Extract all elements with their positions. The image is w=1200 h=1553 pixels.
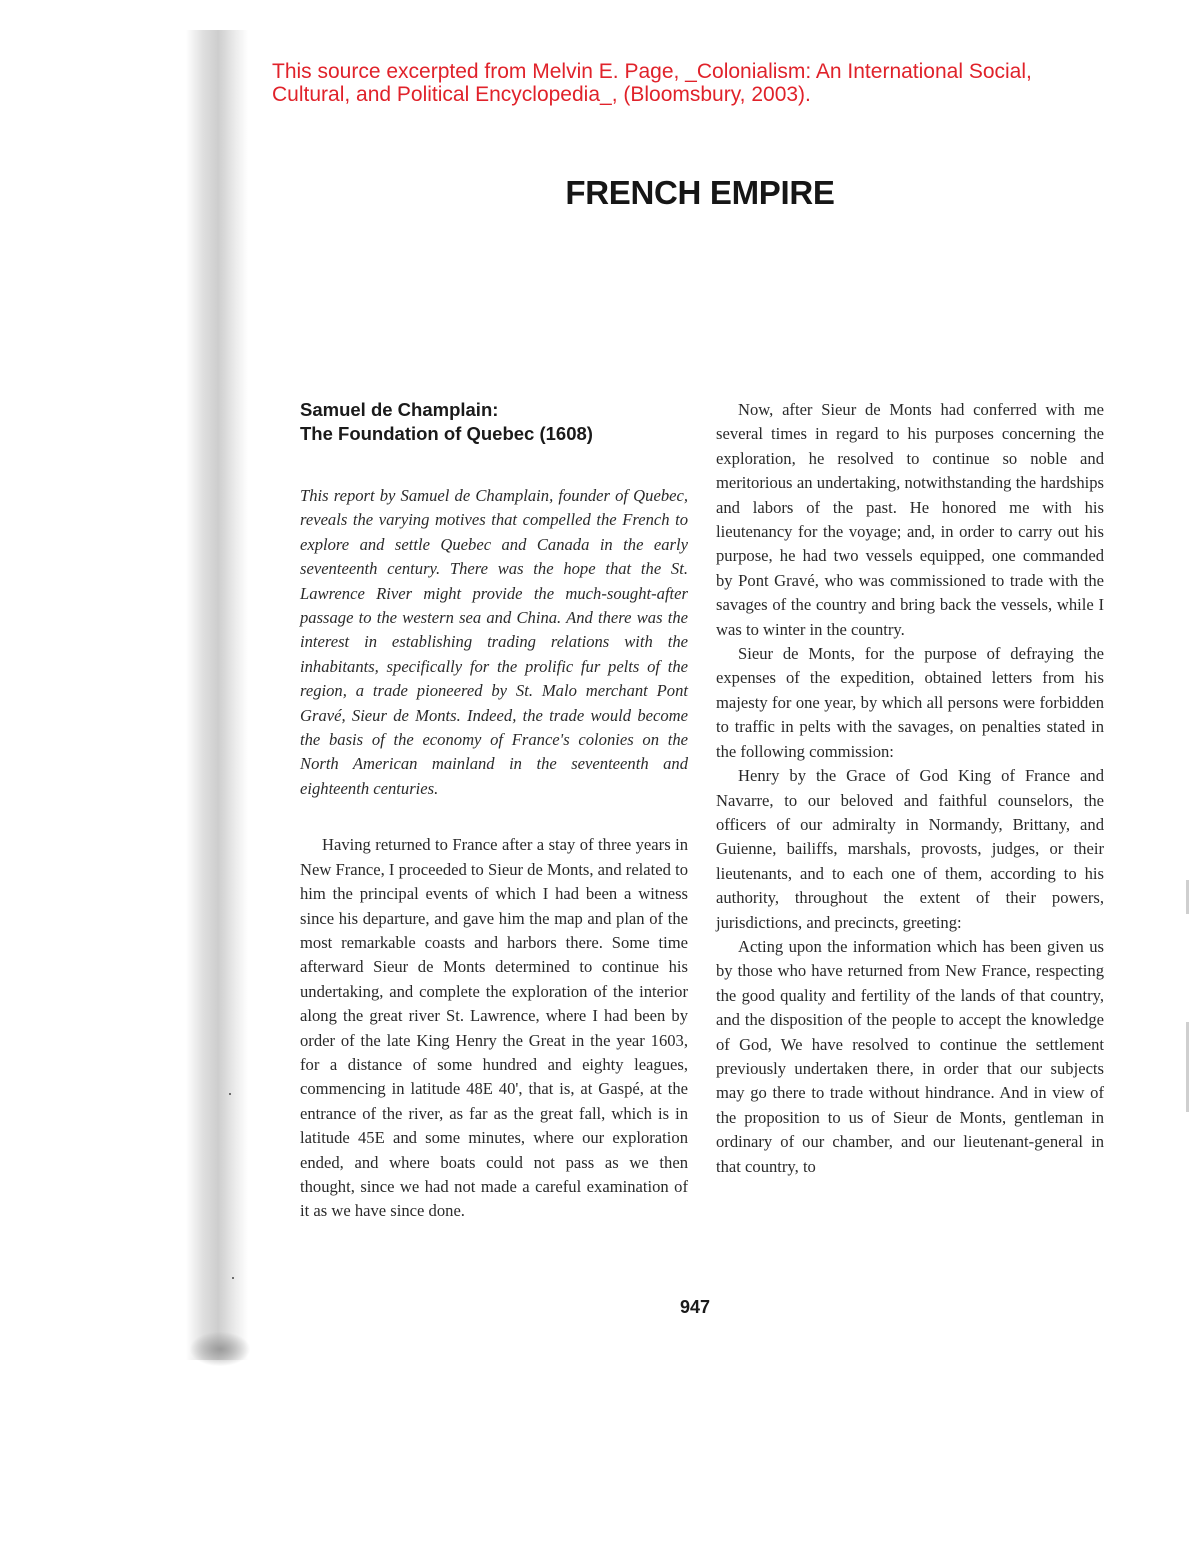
page-number: 947	[679, 1297, 711, 1317]
left-column	[300, 398, 688, 1224]
editorial-introduction: This report by Samuel de Champlain, founder of Quebec, reveals the varying motives that compelled the French to explore and settle Quebec and Canada in the early seventeenth century. There was the hope that the St. Lawrence River might provide the much-sought-after passage to the western sea and China. And there was the interest in establishing trading relations with the inhabitants, specifically for the prolific fur pelts of the region, a trade pioneered by St. Malo merchant Pont Gravé, Sieur de Monts. Indeed, the trade would become the basis of the economy of France's colonies on the North American mainland in the seventeenth and eighteenth centuries.	[300, 486, 688, 798]
body-paragraph-4: Henry by the Grace of God King of France and Navarre, to our beloved and faithful counselors, the officers of our admiralty in Normandy, Brittany, and Guienne, bailiffs, marshals, provosts, judges, or their lieutenants, and to each one of them, according to his authority, throughout the extent of their powers, jurisdictions, and precincts, greeting:	[716, 766, 1104, 932]
source-citation-note	[272, 60, 1152, 106]
scan-binding-smudge	[190, 1332, 250, 1366]
source-note-line-2: Cultural, and Political Encyclopedia_, (Bloomsbury, 2003).	[272, 83, 811, 106]
scan-artifact-mark	[1186, 880, 1189, 914]
scan-binding-shadow	[186, 30, 248, 1360]
scan-artifact-dot	[229, 1093, 231, 1095]
document-heading	[300, 398, 688, 446]
document-heading-title: The Foundation of Quebec (1608)	[300, 423, 593, 444]
document-heading-author: Samuel de Champlain:	[300, 399, 499, 420]
right-column	[716, 398, 1104, 1179]
body-paragraph-1: Having returned to France after a stay of three years in New France, I proceeded to Sieur de Monts, and related to him the principal events of which I had been a witness since his departure, and gave him the map and plan of the most remarkable coasts and harbors there. Some time afterward Sieur de Monts determined to continue his undertaking, and complete the exploration of the interior along the great river St. Lawrence, where I had been by order of the late King Henry the Great in the year 1603, for a distance of some hundred and eighty leagues, commencing in latitude 48E 40', that is, at Gaspé, at the entrance of the river, as far as the great fall, which is in latitude 45E and some minutes, where our exploration ended, and where boats could not pass as we then thought, since we had not made a careful examination of it as we have since done.	[300, 835, 688, 1221]
scan-artifact-mark	[1186, 1022, 1189, 1112]
body-paragraph-2: Now, after Sieur de Monts had conferred with me several times in regard to his purposes concerning the exploration, he resolved to continue so noble and meritorious an undertaking, notwithstanding the hardships and labors of the past. He honored me with his lieutenancy for the voyage; and, in order to carry out his purpose, he had two vessels equipped, one commanded by Pont Gravé, who was commissioned to trade with the savages of the country and bring back the vessels, while I was to winter in the country.	[716, 400, 1104, 639]
source-note-line-1: This source excerpted from Melvin E. Page, _Colonialism: An International Social,	[272, 60, 1032, 83]
body-paragraph-3: Sieur de Monts, for the purpose of defraying the expenses of the expedition, obtained letters from his majesty for one year, by which all persons were forbidden to traffic in pelts with the savages, on penalties stated in the following commission:	[716, 644, 1104, 761]
body-paragraph-5: Acting upon the information which has been given us by those who have returned from New France, respecting the good quality and fertility of the lands of that country, and the disposition of the people to accept the knowledge of God, We have resolved to continue the settlement previously undertaken there, in order that our subjects may go there to trade without hindrance. And in view of the proposition to us of Sieur de Monts, gentleman in ordinary of our chamber, and our lieutenant-general in that country, to	[716, 936, 1104, 1176]
scan-artifact-dot	[232, 1277, 234, 1279]
page-title: FRENCH EMPIRE	[565, 174, 835, 211]
